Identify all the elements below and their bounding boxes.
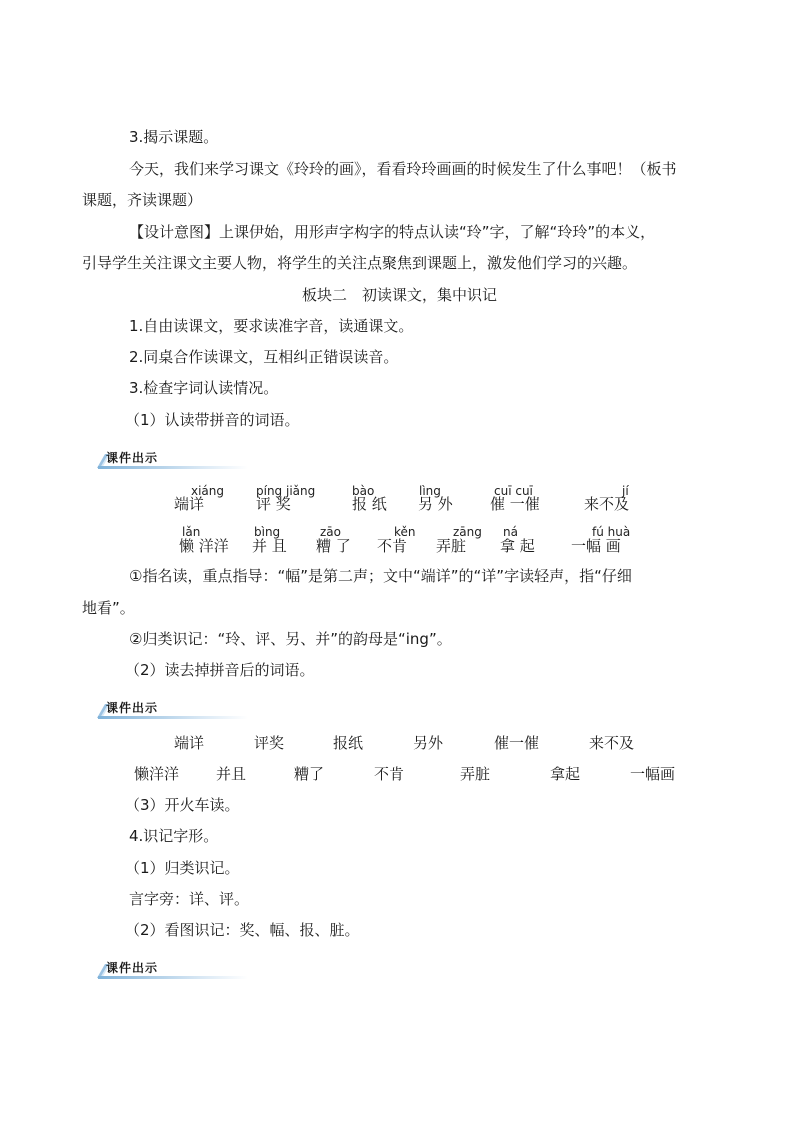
hanzi: 催 一催	[490, 495, 540, 513]
word: 拿起	[550, 765, 581, 783]
pinyin: bìng	[254, 525, 281, 539]
hanzi: 报 纸	[352, 495, 387, 513]
hanzi: 弄脏	[436, 537, 467, 555]
pinyin: kěn	[394, 525, 416, 539]
hanzi: 另 外	[418, 495, 453, 513]
hanzi: 评 奖	[256, 495, 291, 513]
note-2: ②归类识记：“玲、评、另、并”的韵母是“ing”。	[129, 630, 452, 648]
step3-title: 3.揭示课题。	[129, 128, 219, 146]
word: 来不及	[589, 734, 635, 752]
pinyin: cuī cuī	[494, 484, 533, 498]
courseware-label: 课件出示	[106, 961, 159, 975]
note-1-line-1: ①指名读，重点指导：“幅”是第二声；文中“端详”的“详”字读轻声，指“仔细	[129, 567, 632, 585]
step-2: 2.同桌合作读课文，互相纠正错误读音。	[129, 348, 399, 366]
note-1-line-2: 地看”。	[82, 599, 135, 617]
intro-line-2: 课题，齐读课题）	[82, 191, 203, 209]
radical-line: 言字旁：详、评。	[129, 890, 250, 908]
word: 评奖	[254, 734, 285, 752]
word: 催一催	[494, 734, 540, 752]
hanzi: 糟 了	[316, 537, 351, 555]
pinyin: lǎn	[182, 525, 201, 539]
courseware-label: 课件出示	[106, 451, 159, 465]
sub-step-1: （1）认读带拼音的词语。	[125, 411, 300, 429]
intro-line-1: 今天，我们来学习课文《玲玲的画》，看看玲玲画画的时候发生了什么事吧！（板书	[129, 160, 677, 178]
hanzi: 拿 起	[500, 537, 535, 555]
word: 弄脏	[460, 765, 491, 783]
hanzi: 来不及	[584, 495, 630, 513]
design-intent-line-2: 引导学生关注课文主要人物，将学生的关注点聚焦到课题上，激发他们学习的兴趣。	[82, 254, 638, 272]
sub-step-3: （3）开火车读。	[125, 796, 240, 814]
courseware-label: 课件出示	[106, 701, 159, 715]
section-heading: 板块二 初读课文，集中识记	[302, 286, 498, 304]
word: 一幅画	[630, 765, 676, 783]
step-1: 1.自由读课文，要求读准字音，读通课文。	[129, 317, 414, 335]
step-4: 4.识记字形。	[129, 827, 219, 845]
hanzi: 不肯	[377, 537, 408, 555]
courseware-underline	[98, 716, 248, 719]
hanzi: 并 且	[252, 537, 287, 555]
word: 端详	[174, 734, 205, 752]
design-intent-line-1: 【设计意图】上课伊始，用形声字构字的特点认读“玲”字，了解“玲玲”的本义，	[129, 223, 656, 241]
pinyin: píng jiǎng	[256, 484, 316, 498]
courseware-underline	[98, 466, 248, 469]
pinyin: zāng	[453, 525, 482, 539]
pinyin: xiáng	[191, 484, 225, 498]
pinyin: ná	[503, 525, 518, 539]
word: 糟了	[294, 765, 325, 783]
hanzi: 一幅 画	[571, 537, 621, 555]
pinyin: lìng	[419, 484, 441, 498]
word: 另外	[413, 734, 444, 752]
sub-step-2: （2）读去掉拼音后的词语。	[125, 661, 315, 679]
hanzi: 懒 洋洋	[179, 537, 229, 555]
sub-step-4-2: （2）看图识记：奖、幅、报、脏。	[125, 921, 360, 939]
pinyin: fú huà	[592, 525, 631, 539]
pinyin: jí	[622, 484, 629, 498]
pinyin: zāo	[320, 525, 341, 539]
word: 报纸	[333, 734, 364, 752]
hanzi: 端详	[174, 495, 205, 513]
sub-step-4-1: （1）归类识记。	[125, 859, 240, 877]
word: 并且	[216, 765, 247, 783]
courseware-underline	[98, 976, 248, 979]
pinyin: bào	[352, 484, 375, 498]
word: 不肯	[374, 765, 405, 783]
word: 懒洋洋	[134, 765, 180, 783]
step-3: 3.检查字词认读情况。	[129, 379, 279, 397]
